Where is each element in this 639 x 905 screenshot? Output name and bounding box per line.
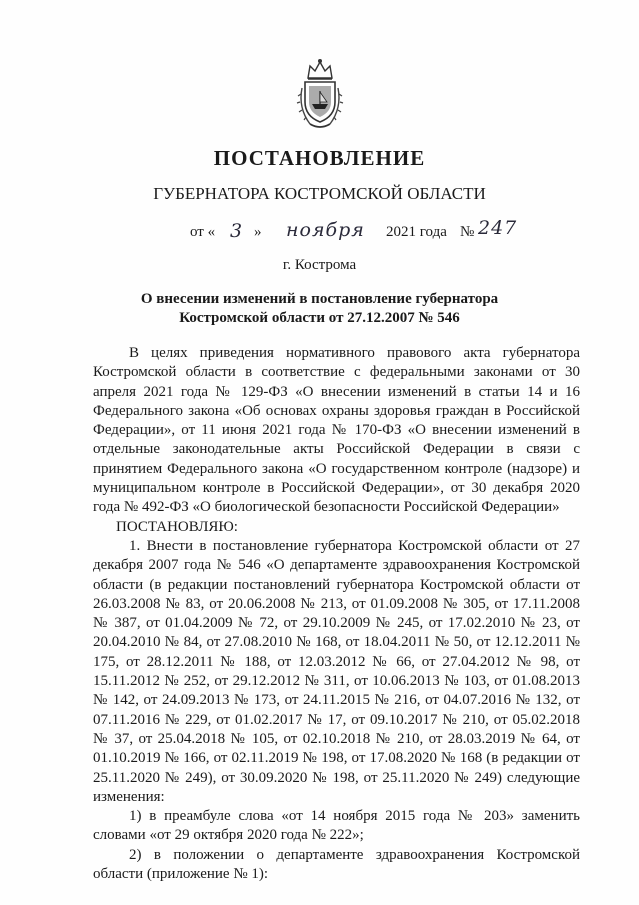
heading-line-1: О внесении изменений в постановление губернатора: [140, 291, 499, 307]
heading-line-2: Костромской области от 27.12.2007 № 546: [179, 310, 460, 326]
document-title: ПОСТАНОВЛЕНИЕ: [213, 146, 426, 170]
subitem-2-paragraph: 2) в положении о департаменте здравоохранения Костромской области (приложение № 1):: [93, 846, 580, 883]
subitem-1-paragraph: 1) в преамбуле слова «от 14 ноября 2015 года № 203» заменить словами «от 29 октября 2020 года № 222»;: [93, 808, 580, 844]
document-heading: [0, 290, 639, 328]
number-sign: №: [460, 224, 475, 240]
document-body: [93, 344, 580, 884]
handwritten-month: ноября: [286, 219, 365, 241]
date-prefix: от «: [190, 224, 216, 240]
issuer-title: ГУБЕРНАТОРА КОСТРОМСКОЙ ОБЛАСТИ: [153, 184, 486, 203]
preamble-paragraph: В целях приведения нормативного правового акта губернатора Костромской области в соответствие с федеральными законами от 30 апреля 2021 года № 129-ФЗ «О внесении изменений в статьи 14 и 16 Федерального закона «Об основах охраны здоровья граждан в Российской Федерации», от 11 июня 2021 года № 170-ФЗ «О внесении изменений в отдельные законодательные акты Российской Федерации в связи с принятием Федерального закона «О государственном контроле (надзоре) и муниципальном контроле в Российской Федерации», от 30 декабря 2020 года № 492-ФЗ «О биологической безопасности Российской Федерации»: [93, 345, 580, 516]
date-year: 2021 года: [386, 224, 447, 240]
handwritten-number: 247: [478, 217, 518, 239]
date-close-quote: »: [254, 224, 262, 240]
city-line: г. Кострома: [282, 257, 357, 273]
handwritten-day: 3: [230, 220, 244, 242]
decree-word: ПОСТАНОВЛЯЮ:: [116, 518, 238, 535]
item-1-paragraph: 1. Внести в постановление губернатора Костромской области от 27 декабря 2007 года № 546 «О департаменте здравоохранения Костромской области (в редакции постановлений губернатора Костромской области от 26.03.2008 № 83, от 20.06.2008 № 213, от 01.09.2008 № 305, от 17.11.2008 № 387, от 01.04.2009 № 72, от 29.10.2009 № 245, от 17.02.2010 № 23, от 20.04.2010 № 84, от 27.08.2010 № 168, от 18.04.2011 № 50, от 12.12.2011 № 175, от 28.12.2011 № 188, от 12.03.2012 № 66, от 27.04.2012 № 98, от 15.11.2012 № 252, от 29.12.2012 № 311, от 10.06.2013 № 103, от 01.08.2013 № 142, от 24.09.2013 № 173, от 24.11.2015 № 216, от 04.07.2016 № 132, от 07.11.2016 № 229, от 01.02.2017 № 17, от 09.10.2017 № 210, от 05.02.2018 № 37, от 25.04.2018 № 105, от 02.10.2018 № 210, от 28.03.2019 № 64, от 01.10.2019 № 166, от 02.11.2019 № 198, от 17.08.2020 № 168 (в редакции от 25.11.2020 № 249), от 30.09.2020 № 198, от 25.11.2020 № 249) следующие изменения:: [93, 537, 580, 805]
coat-of-arms-icon: [296, 58, 344, 132]
